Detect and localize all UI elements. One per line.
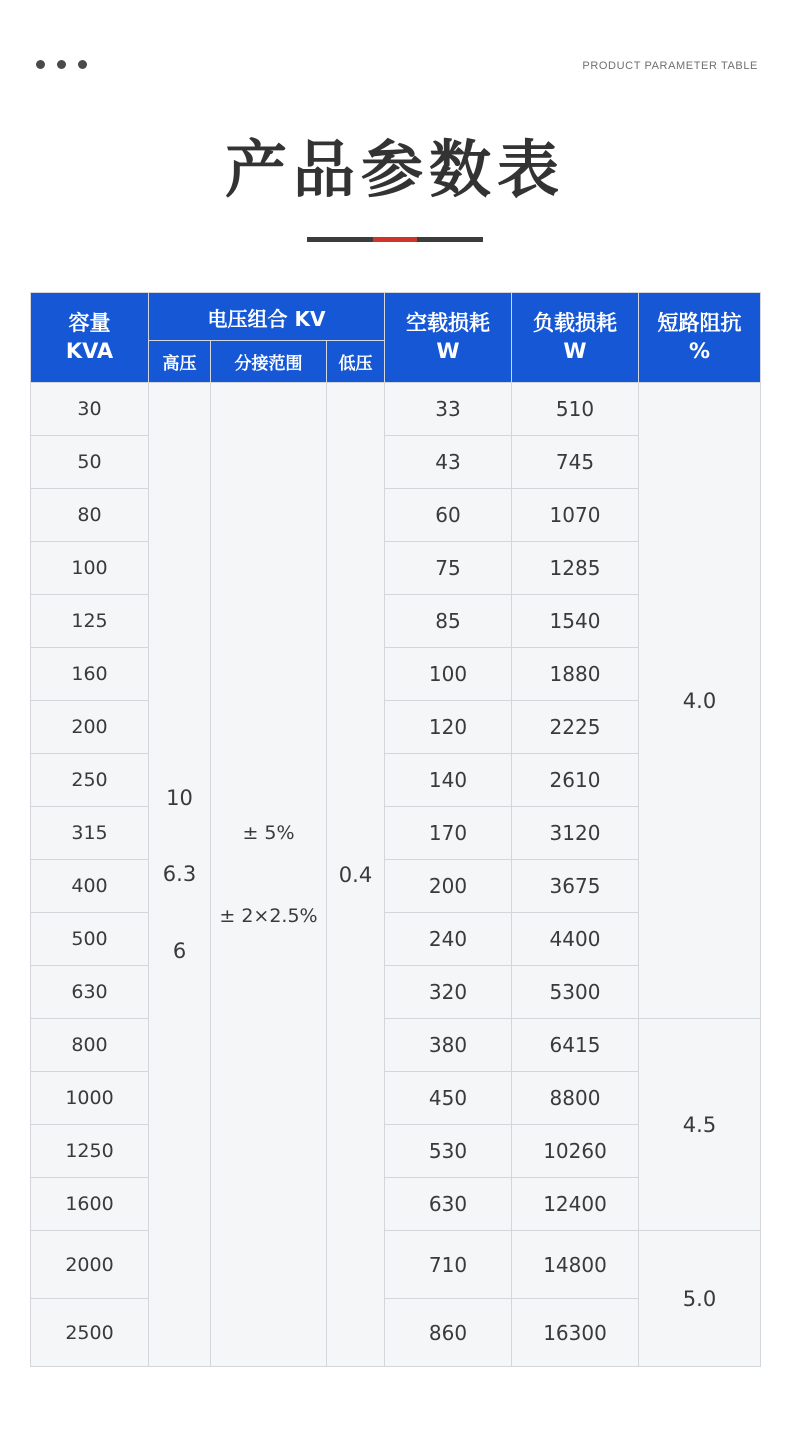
three-dots-icon <box>36 60 87 69</box>
page-title: 产品参数表 <box>224 133 565 206</box>
cell-no-load-loss: 120 <box>385 701 512 754</box>
cell-capacity: 1250 <box>31 1125 149 1178</box>
table-row <box>31 1231 761 1299</box>
header-no-load-loss-line2: W <box>436 338 460 363</box>
cell-no-load-loss: 43 <box>385 436 512 489</box>
cell-load-loss: 1285 <box>512 542 639 595</box>
cell-no-load-loss: 710 <box>385 1231 512 1299</box>
cell-capacity: 80 <box>31 489 149 542</box>
header-load-loss <box>512 293 639 383</box>
header-no-load-loss <box>385 293 512 383</box>
cell-capacity: 250 <box>31 754 149 807</box>
cell-load-loss: 10260 <box>512 1125 639 1178</box>
eyebrow-label: PRODUCT PARAMETER TABLE <box>582 60 758 72</box>
cell-capacity: 125 <box>31 595 149 648</box>
cell-load-loss: 2225 <box>512 701 639 754</box>
cell-load-loss: 3675 <box>512 860 639 913</box>
cell-high-voltage <box>149 383 211 1367</box>
cell-impedance: 4.0 <box>639 383 761 1019</box>
cell-load-loss: 1880 <box>512 648 639 701</box>
cell-capacity: 400 <box>31 860 149 913</box>
cell-load-loss: 8800 <box>512 1072 639 1125</box>
header-load-loss-line2: W <box>563 338 587 363</box>
table-row <box>31 1019 761 1072</box>
cell-capacity: 200 <box>31 701 149 754</box>
table-row <box>31 383 761 436</box>
cell-no-load-loss: 170 <box>385 807 512 860</box>
header-capacity-line1: 容量 <box>68 310 111 335</box>
header-short-circuit-impedance <box>639 293 761 383</box>
cell-no-load-loss: 630 <box>385 1178 512 1231</box>
cell-capacity: 315 <box>31 807 149 860</box>
cell-load-loss: 1540 <box>512 595 639 648</box>
table-header-row-1 <box>31 293 761 341</box>
cell-impedance: 5.0 <box>639 1231 761 1367</box>
cell-load-loss: 3120 <box>512 807 639 860</box>
cell-capacity: 2500 <box>31 1299 149 1367</box>
cell-no-load-loss: 450 <box>385 1072 512 1125</box>
cell-tap-range <box>211 383 327 1367</box>
cell-no-load-loss: 85 <box>385 595 512 648</box>
parameter-table <box>30 292 761 1367</box>
tap-value-0: ± 5% <box>242 821 295 844</box>
cell-load-loss: 16300 <box>512 1299 639 1367</box>
hv-value-1: 6.3 <box>162 862 197 887</box>
header-capacity-line2: KVA <box>65 338 114 363</box>
cell-no-load-loss: 320 <box>385 966 512 1019</box>
cell-capacity: 1000 <box>31 1072 149 1125</box>
cell-no-load-loss: 860 <box>385 1299 512 1367</box>
cell-no-load-loss: 100 <box>385 648 512 701</box>
cell-capacity: 1600 <box>31 1178 149 1231</box>
cell-capacity: 2000 <box>31 1231 149 1299</box>
divider-segment-right <box>417 237 483 242</box>
header-low-voltage: 低压 <box>327 341 385 383</box>
cell-no-load-loss: 530 <box>385 1125 512 1178</box>
header-impedance-line2: % <box>688 338 711 363</box>
divider-segment-accent <box>373 237 417 242</box>
header-impedance-line1: 短路阻抗 <box>657 310 742 335</box>
header-load-loss-line1: 负载损耗 <box>533 310 617 335</box>
header-high-voltage: 高压 <box>149 341 211 383</box>
table-body <box>31 383 761 1367</box>
cell-capacity: 50 <box>31 436 149 489</box>
cell-load-loss: 14800 <box>512 1231 639 1299</box>
cell-no-load-loss: 60 <box>385 489 512 542</box>
cell-impedance: 4.5 <box>639 1019 761 1231</box>
cell-load-loss: 5300 <box>512 966 639 1019</box>
top-bar <box>0 52 790 92</box>
parameter-table-wrapper <box>30 292 760 1367</box>
cell-capacity: 100 <box>31 542 149 595</box>
header-capacity <box>31 293 149 383</box>
cell-load-loss: 745 <box>512 436 639 489</box>
cell-load-loss: 12400 <box>512 1178 639 1231</box>
cell-load-loss: 2610 <box>512 754 639 807</box>
cell-capacity: 160 <box>31 648 149 701</box>
header-tap-range: 分接范围 <box>211 341 327 383</box>
hv-value-2: 6 <box>172 938 187 963</box>
cell-no-load-loss: 140 <box>385 754 512 807</box>
cell-load-loss: 510 <box>512 383 639 436</box>
tap-value-1: ± 2×2.5% <box>219 904 318 927</box>
header-voltage-group: 电压组合 KV <box>149 293 385 341</box>
hv-value-0: 10 <box>166 785 193 810</box>
cell-capacity: 30 <box>31 383 149 436</box>
cell-load-loss: 1070 <box>512 489 639 542</box>
header-no-load-loss-line1: 空载损耗 <box>406 310 490 335</box>
cell-no-load-loss: 33 <box>385 383 512 436</box>
cell-load-loss: 6415 <box>512 1019 639 1072</box>
cell-load-loss: 4400 <box>512 913 639 966</box>
cell-capacity: 500 <box>31 913 149 966</box>
title-divider <box>0 236 790 242</box>
cell-low-voltage: 0.4 <box>327 383 385 1367</box>
divider-segment-left <box>307 237 373 242</box>
cell-no-load-loss: 380 <box>385 1019 512 1072</box>
cell-capacity: 630 <box>31 966 149 1019</box>
cell-no-load-loss: 240 <box>385 913 512 966</box>
cell-capacity: 800 <box>31 1019 149 1072</box>
cell-no-load-loss: 75 <box>385 542 512 595</box>
cell-no-load-loss: 200 <box>385 860 512 913</box>
